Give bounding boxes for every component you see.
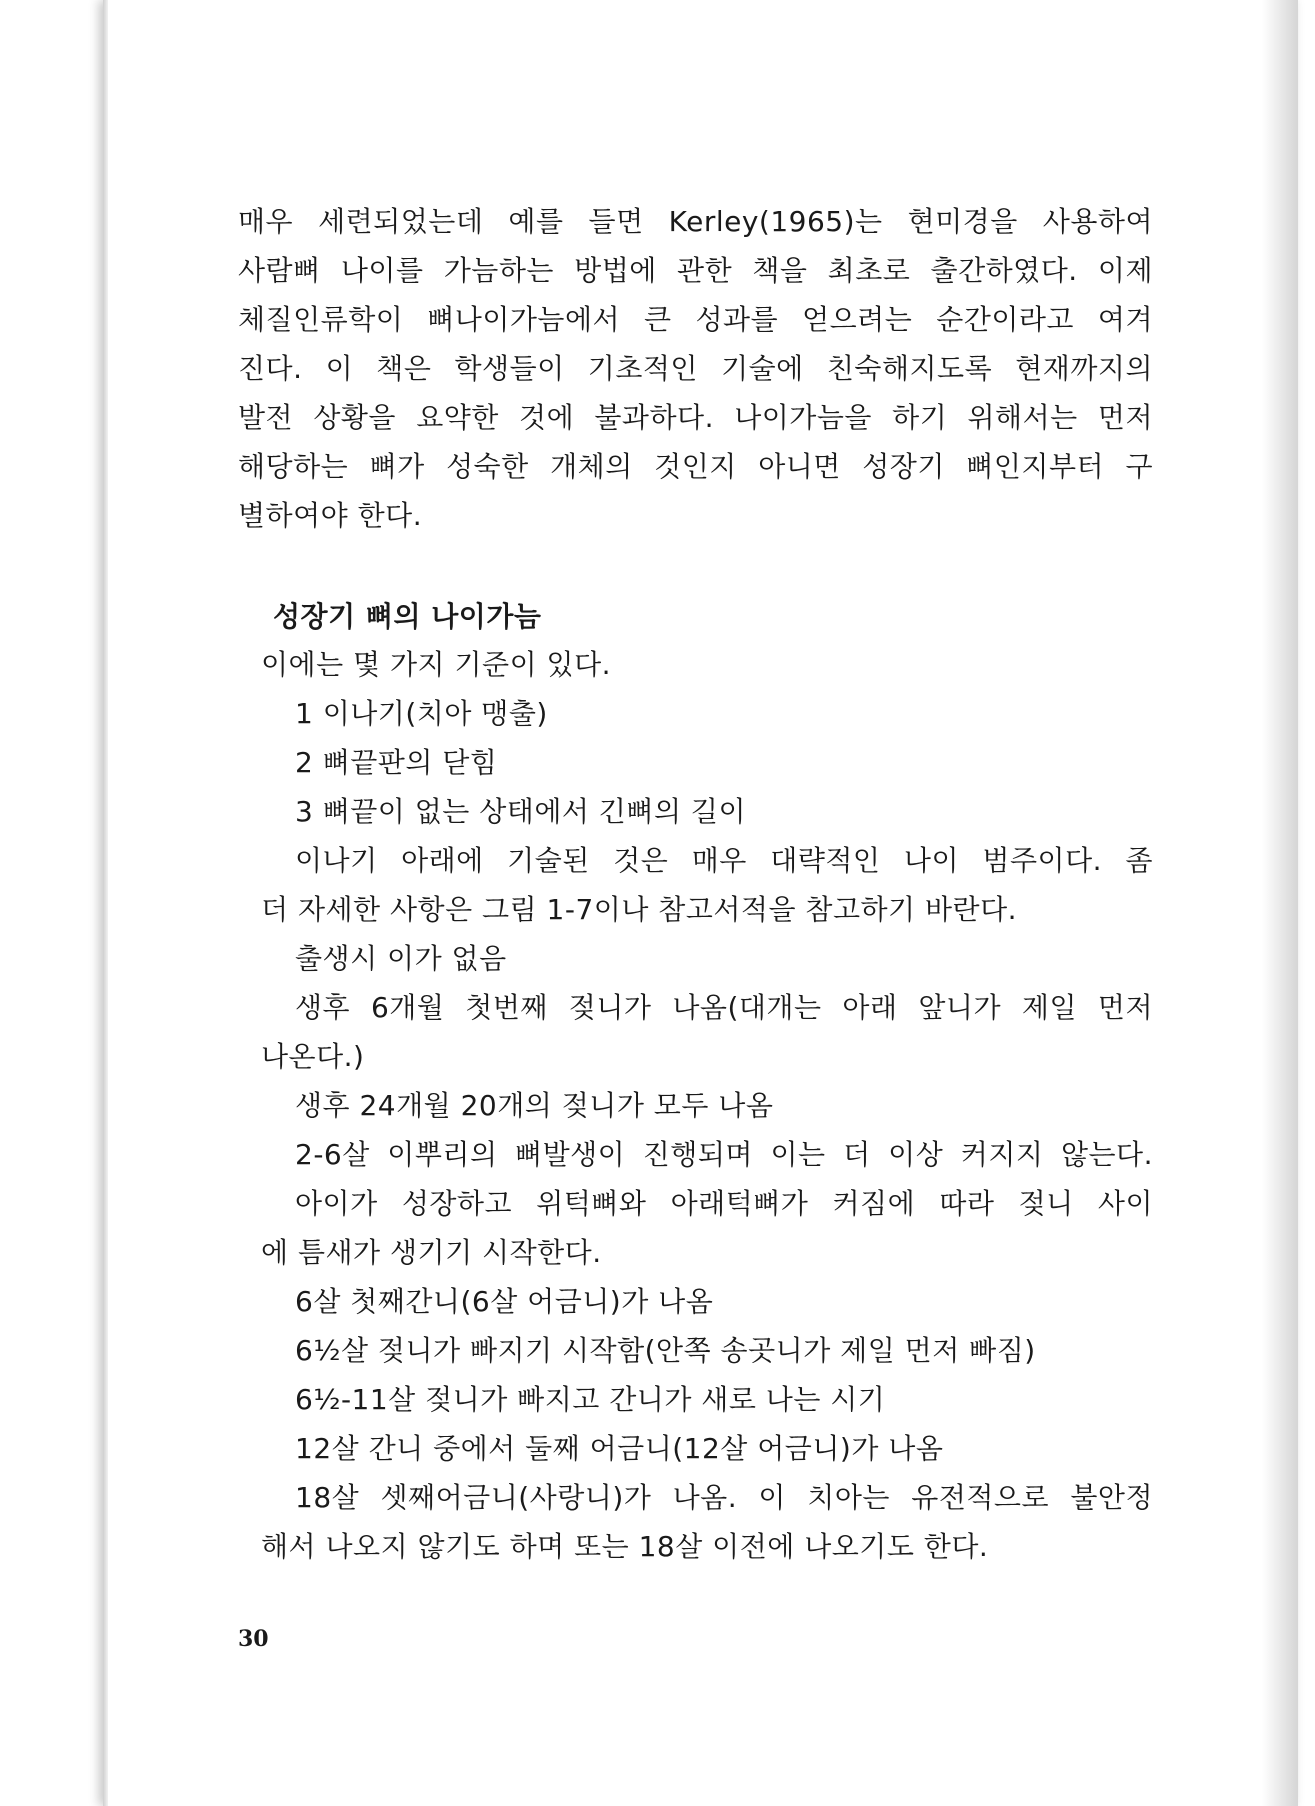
intro-line-5: 발전 상황을 요약한 것에 불과하다. 나이가늠을 하기 위해서는 먼저 xyxy=(238,401,1153,434)
intro-line-2: 사람뼈 나이를 가늠하는 방법에 관한 책을 최초로 출간하였다. 이제 xyxy=(238,254,1153,287)
timeline-entry-2-6-years: 2-6살 이뿌리의 뼈발생이 진행되며 이는 더 이상 커지지 않는다. xyxy=(295,1138,1153,1171)
criteria-item-1: 1 이나기(치아 맹출) xyxy=(295,697,548,730)
page-edge-shadow xyxy=(1262,0,1298,1806)
note-line-1: 이나기 아래에 기술된 것은 매우 대략적인 나이 범주이다. 좀 xyxy=(295,844,1153,877)
criteria-item-3: 3 뼈끝이 없는 상태에서 긴뼈의 길이 xyxy=(295,795,746,828)
timeline-entry-12-years: 12살 간니 중에서 둘째 어금니(12살 어금니)가 나옴 xyxy=(295,1432,944,1465)
timeline-entry-18-years-cont: 해서 나오지 않기도 하며 또는 18살 이전에 나오기도 한다. xyxy=(261,1530,989,1563)
intro-line-6: 해당하는 뼈가 성숙한 개체의 것인지 아니면 성장기 뼈인지부터 구 xyxy=(238,450,1153,483)
section-intro: 이에는 몇 가지 기준이 있다. xyxy=(261,648,612,681)
intro-line-1: 매우 세련되었는데 예를 들면 Kerley(1965)는 현미경을 사용하여 xyxy=(238,205,1153,238)
note-line-2: 더 자세한 사항은 그림 1-7이나 참고서적을 참고하기 바란다. xyxy=(261,893,1018,926)
intro-line-7: 별하여야 한다. xyxy=(238,499,423,532)
criteria-item-2: 2 뼈끝판의 닫힘 xyxy=(295,746,498,779)
timeline-entry-6-years: 6살 첫째간니(6살 어금니)가 나옴 xyxy=(295,1285,714,1318)
timeline-entry-6-months-cont: 나온다.) xyxy=(261,1040,365,1073)
timeline-entry-18-years: 18살 셋째어금니(사랑니)가 나옴. 이 치아는 유전적으로 불안정 xyxy=(295,1481,1153,1514)
timeline-entry-growth: 아이가 성장하고 위턱뼈와 아래턱뼈가 커짐에 따라 젖니 사이 xyxy=(295,1187,1153,1220)
timeline-entry-24-months: 생후 24개월 20개의 젖니가 모두 나옴 xyxy=(295,1089,774,1122)
timeline-entry-birth: 출생시 이가 없음 xyxy=(295,942,507,975)
section-heading: 성장기 뼈의 나이가늠 xyxy=(273,600,542,633)
intro-line-3: 체질인류학이 뼈나이가늠에서 큰 성과를 얻으려는 순간이라고 여겨 xyxy=(238,303,1153,336)
timeline-entry-growth-cont: 에 틈새가 생기기 시작한다. xyxy=(261,1236,602,1269)
intro-line-4: 진다. 이 책은 학생들이 기초적인 기술에 친숙해지도록 현재까지의 xyxy=(238,352,1153,385)
page-number: 30 xyxy=(238,1626,269,1652)
timeline-entry-6-11-years: 6½-11살 젖니가 빠지고 간니가 새로 나는 시기 xyxy=(295,1383,886,1416)
timeline-entry-6-half-years: 6½살 젖니가 빠지기 시작함(안쪽 송곳니가 제일 먼저 빠짐) xyxy=(295,1334,1036,1367)
book-page xyxy=(103,0,1298,1806)
timeline-entry-6-months: 생후 6개월 첫번째 젖니가 나옴(대개는 아래 앞니가 제일 먼저 xyxy=(295,991,1153,1024)
